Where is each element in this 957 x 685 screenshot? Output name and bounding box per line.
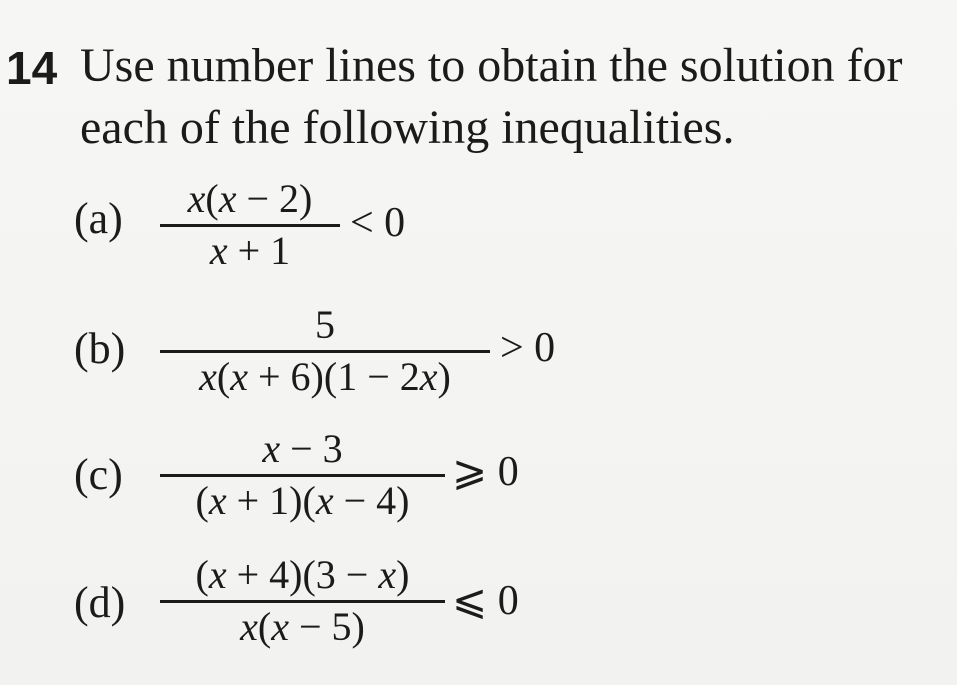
part-d-numerator: (x + 4)(3 − x) [195,552,410,597]
question-number: 14 [6,42,58,94]
part-c-fraction [160,426,445,526]
part-d-relation: ⩽ 0 [452,578,519,624]
part-a-numerator: x(x − 2) [187,176,313,221]
part-d-fraction [160,552,445,652]
part-b-numerator: 5 [315,302,335,347]
part-b-fraction [160,302,490,402]
part-a-fraction [160,176,340,276]
part-c-relation: ⩾ 0 [452,449,519,495]
part-b-fraction-bar [160,350,490,353]
part-b-denominator: x(x + 6)(1 − 2x) [199,354,451,399]
part-c-denominator: (x + 1)(x − 4) [195,478,410,523]
part-d-label: (d) [74,578,126,627]
part-a-fraction-bar [160,224,340,227]
part-c-numerator: x − 3 [262,426,343,471]
part-c-fraction-bar [160,474,445,477]
part-d-fraction-bar [160,600,445,603]
part-b-label: (b) [74,324,126,373]
part-d-denominator: x(x − 5) [240,604,365,649]
part-a-denominator: x + 1 [209,228,291,273]
question-text-line-2: each of the following inequalities. [80,101,735,154]
question-text-line-1: Use number lines to obtain the solution for [80,39,903,92]
part-a-label: (a) [74,194,123,243]
part-c-label: (c) [74,450,123,499]
part-a-relation: < 0 [350,200,406,246]
part-b-relation: > 0 [500,325,556,371]
